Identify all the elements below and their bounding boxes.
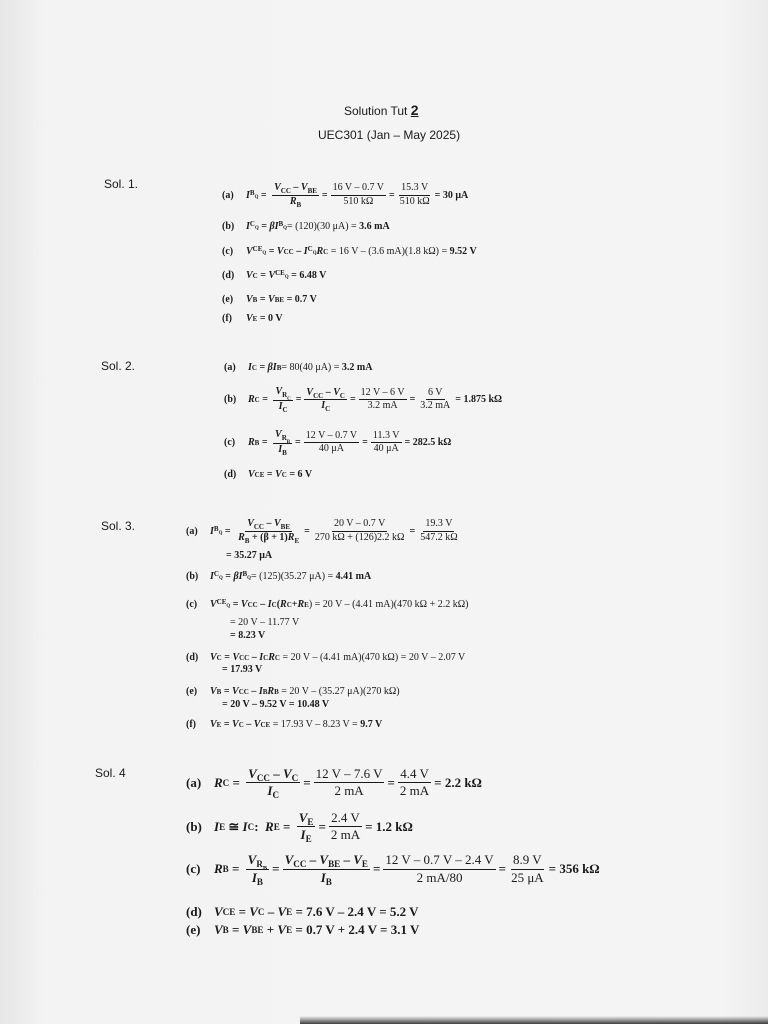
sol2-eq-b: (b) R C = $\frac{V_{R_C}}{I_C}$ = $\frac{V_{CC} - V_C}{I_C}$ = $\frac{12 V - 6 V}{3.2 mA}$ = $\frac{6 V}{3.2 mA}$ = 1.875 kΩ — [224, 386, 503, 414]
sol4-a-frac2: $\frac{4.4 V}{2 mA}$ — [399, 766, 430, 799]
sol4-b-frac1: $\frac{2.4 V}{2 mA}$ — [330, 810, 361, 843]
sol4-c-label: (c) — [186, 861, 201, 877]
sol2-b-frac2: $\frac{12 V - 6 V}{3.2 mA}$ — [360, 386, 405, 412]
sol2-b-label: (b) — [224, 394, 237, 406]
sol1-a-label: (a) — [222, 189, 234, 201]
sol4-c-frac1: $\frac{V_{CC} - V_{BE} - V_E}{I_B}$ — [284, 852, 368, 887]
sol4-a-frac0: $\frac{V_{CC} - V_C}{I_C}$ — [248, 766, 299, 801]
sol1-d-label: (d) — [222, 270, 235, 281]
sol4-c-result: = 356 kΩ — [548, 861, 600, 877]
sol4-e-result: = 0.7 V + 2.4 V = 3.1 V — [292, 922, 420, 937]
page-edge-shadow — [300, 1016, 768, 1024]
sol2-eq-c: (c) R B = $\frac{V_{R_B}}{I_B}$ = $\frac{12 V - 0.7 V}{40 \mu A}$ = $\frac{11.3 V}{40 \mu A}$ = 282.5 kΩ — [224, 429, 452, 457]
sol3-f-label: (f) — [186, 719, 196, 730]
sol3-eq-d: (d) V C = V CC – I C R C = 20 V – (4.41 mA)(470 kΩ) = 20 V – 2.07 V — [186, 652, 466, 663]
sol1-eq-e: (e) V B = V BE = 0.7 V — [222, 294, 317, 305]
sol1-e-label: (e) — [222, 294, 234, 305]
sol2-a-result: 3.2 mA — [341, 362, 373, 373]
sol2-b-frac1: $\frac{V_{CC} - V_C}{I_C}$ — [306, 386, 345, 414]
sol3-f-result: 9.7 V — [360, 719, 383, 730]
sol1-b-result: 3.6 mA — [359, 221, 390, 232]
sol4-b-result: = 1.2 kΩ — [365, 818, 413, 834]
sol1-b-label: (b) — [222, 221, 235, 232]
sol3-c-label: (c) — [186, 599, 198, 610]
sol1-eq-d: (d) V C = V $CE_Q$ = 6.48 V — [222, 269, 327, 281]
sol2-d-label: (d) — [224, 469, 237, 480]
sol4-a-result: = 2.2 kΩ — [434, 774, 482, 790]
sol4-d-result: = 7.6 V – 2.4 V = 5.2 V — [292, 904, 419, 919]
sol3-a-result: = 35.27 μA — [226, 550, 273, 561]
title-number: 2 — [410, 102, 419, 118]
sol3-a-frac1: $\frac{20 V - 0.7 V}{270 k\Omega + (126)2.2 k\Omega}$ — [314, 518, 405, 543]
sol3-b-result: 4.41 mA — [335, 571, 372, 582]
sol3-a-label: (a) — [186, 525, 198, 537]
sol1-eq-b: (b) I $C_Q$ = βI $B_Q$ = (120)(30 μA) = 3.6 mA — [222, 220, 390, 232]
sol4-eq-e: (e) V B = V BE + V E = 0.7 V + 2.4 V = 3.1 V — [186, 922, 420, 937]
sol3-d-result: = 17.93 V — [222, 664, 263, 675]
sol2-d-result: = 6 V — [289, 469, 313, 480]
sol1-eq-f: (f) V E = 0 V — [222, 313, 283, 324]
sol4-a-frac1: $\frac{12 V - 7.6 V}{2 mA}$ — [315, 766, 383, 799]
sol1-e-result: = 0.7 V — [286, 294, 317, 305]
sol2-c-frac2: $\frac{11.3 V}{40 \mu A}$ — [372, 429, 400, 455]
sol2-c-label: (c) — [224, 437, 236, 449]
sol1-a-frac0: $\frac{V_{CC} - V_{BE}}{R_B}$ — [274, 182, 317, 209]
course-title: UEC301 (Jan – May 2025) — [318, 128, 461, 142]
sol3-e-result: = 20 V – 9.52 V = 10.48 V — [222, 699, 330, 710]
sol3-eq-b: (b) I $C_Q$ = βI $B_Q$ = (125)(35.27 μA) = 4.41 mA — [186, 570, 372, 582]
sol2-b-result: = 1.875 kΩ — [455, 394, 503, 406]
sol3-b-label: (b) — [186, 571, 199, 582]
sol2-heading: Sol. 2. — [101, 359, 136, 373]
sol3-e-label: (e) — [186, 686, 198, 697]
title-prefix: Solution Tut — [344, 104, 408, 118]
sol1-a-result: = 30 μA — [434, 189, 469, 201]
sol4-d-label: (d) — [186, 904, 202, 919]
sol4-b-label: (b) — [186, 818, 202, 834]
sol4-b-frac0: $\frac{V_E}{I_E}$ — [298, 810, 314, 845]
sol3-eq-c: (c) V $CE_Q$ = V CC – I C ( R C + R E ) = 20 V – (4.41 mA)(470 kΩ + 2.2 kΩ) — [186, 598, 469, 610]
sol3-heading: Sol. 3. — [101, 519, 136, 533]
sol4-e-label: (e) — [186, 922, 201, 937]
sol1-eq-a: (a) I $B_Q$ = $\frac{V_{CC} - V_{BE}}{R_B}$ = $\frac{16 V - 0.7 V}{510 k\Omega}$ = $\frac{15.3 V}{510 k\Omega}$ = 30 μA — [222, 182, 469, 209]
sol1-a-frac2: $\frac{15.3 V}{510 k\Omega}$ — [399, 182, 430, 207]
sol4-c-frac2: $\frac{12 V - 0.7 V - 2.4 V}{2 mA/80}$ — [385, 852, 494, 885]
sol3-eq-e: (e) V B = V CC – I B R B = 20 V – (35.27 μA)(270 kΩ) — [186, 686, 400, 697]
sol2-eq-d: (d) V CE = V C = 6 V — [224, 469, 313, 480]
sol2-c-frac1: $\frac{12 V - 0.7 V}{40 \mu A}$ — [305, 429, 358, 455]
sol4-heading: Sol. 4 — [95, 766, 126, 780]
sol4-c-frac3: $\frac{8.9 V}{25 \mu A}$ — [511, 852, 544, 885]
sol2-b-frac0: $\frac{V_{R_C}}{I_C}$ — [275, 386, 291, 414]
sol1-c-result: 9.52 V — [449, 246, 477, 257]
sol2-c-frac0: $\frac{V_{R_B}}{I_B}$ — [275, 429, 291, 457]
sol3-c-result: = 8.23 V — [230, 630, 266, 641]
sol4-eq-b: (b) I E ≅ I C : R E = $\frac{V_E}{I_E}$ = $\frac{2.4 V}{2 mA}$ = 1.2 kΩ — [186, 810, 413, 845]
page-title — [344, 102, 419, 118]
sol2-a-label: (a) — [224, 362, 236, 373]
sol3-eq-f: (f) V E = V C – V CE = 17.93 V – 8.23 V = 9.7 V — [186, 719, 383, 730]
sol3-eq-a: (a) I $B_Q$ = $\frac{V_{CC} - V_{BE}}{R_B + (\beta + 1)R_E}$ = $\frac{20 V - 0.7 V}{270 k\Omega + (126)2.2 k\Omega}$ = $\frac{19.3 V}{547.2 k\Omega}$ — [186, 518, 458, 545]
sol4-c-frac0: $\frac{V_{R_B}}{I_B}$ — [247, 852, 268, 887]
sol1-f-label: (f) — [222, 313, 232, 324]
sol4-a-label: (a) — [186, 774, 202, 790]
sol1-heading: Sol. 1. — [104, 177, 139, 191]
sol2-b-frac3: $\frac{6 V}{3.2 mA}$ — [420, 386, 451, 412]
sol4-eq-c: (c) R B = $\frac{V_{R_B}}{I_B}$ = $\frac{V_{CC} - V_{BE} - V_E}{I_B}$ = $\frac{12 V - 0.7 V - 2.4 V}{2 mA/80}$ = $\frac{8.9 V}{25 \mu A}$ = 356 kΩ — [186, 852, 600, 887]
sol4-eq-a: (a) R C = $\frac{V_{CC} - V_C}{I_C}$ = $\frac{12 V - 7.6 V}{2 mA}$ = $\frac{4.4 V}{2 mA}$ = 2.2 kΩ — [186, 766, 482, 801]
sol1-a-frac1: $\frac{16 V - 0.7 V}{510 k\Omega}$ — [332, 182, 385, 207]
sol1-c-label: (c) — [222, 246, 234, 257]
sol4-eq-d: (d) V CE = V C – V E = 7.6 V – 2.4 V = 5.2 V — [186, 904, 419, 919]
sol2-eq-a: (a) I C = βI B = 80(40 μA) = 3.2 mA — [224, 362, 373, 373]
sol3-d-label: (d) — [186, 652, 199, 663]
sol3-a-frac0: $\frac{V_{CC} - V_{BE}}{R_B + (\beta + 1)R_E}$ — [238, 518, 300, 545]
sol2-c-result: = 282.5 kΩ — [404, 437, 452, 449]
sol3-a-frac2: $\frac{19.3 V}{547.2 k\Omega}$ — [420, 518, 458, 543]
sol3-c-line2: = 20 V – 11.77 V — [230, 617, 300, 628]
sol1-eq-c: (c) V $CE_Q$ = V CC – I $C_Q$ R C = 16 V – (3.6 mA)(1.8 kΩ) = 9.52 V — [222, 245, 477, 257]
sol1-d-result: = 6.48 V — [291, 270, 327, 281]
sol1-f-result: = 0 V — [259, 313, 283, 324]
